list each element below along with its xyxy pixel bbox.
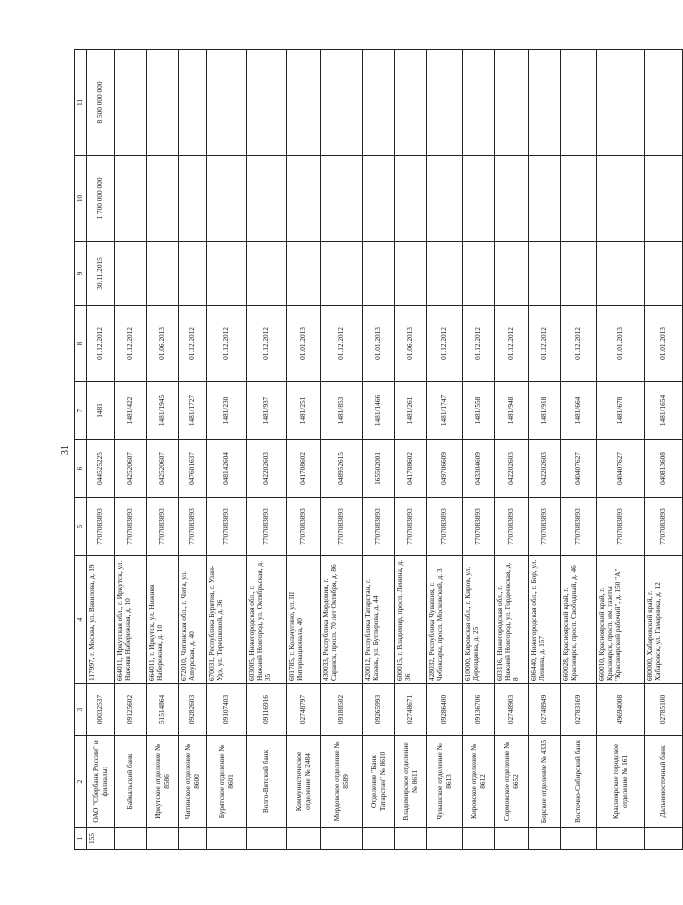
- table-row: [179, 50, 207, 850]
- amount-2-cell: [395, 50, 427, 156]
- row-number-cell: [363, 828, 395, 850]
- row-number-cell: [287, 828, 321, 850]
- end-date-cell: [395, 242, 427, 306]
- inn-cell: 7707083893: [115, 498, 147, 556]
- address-cell: 603005, Нижегородская обл., г. Нижний Новгород, ул. Октябрьская, д. 35: [247, 556, 287, 684]
- bik-cell: 165502001: [363, 440, 395, 498]
- end-date-cell: [529, 242, 561, 306]
- end-date-cell: [363, 242, 395, 306]
- table-row: [87, 50, 115, 850]
- inn-cell: 7707083893: [287, 498, 321, 556]
- address-cell: 600015, г. Владимир, просп. Ленина, д. 36: [395, 556, 427, 684]
- okpo-code-cell: 09125602: [115, 684, 147, 736]
- column-number: 6: [75, 440, 87, 498]
- registration-number-cell: 1481/422: [115, 382, 147, 440]
- end-date-cell: [645, 242, 683, 306]
- okpo-code-cell: 09286400: [427, 684, 463, 736]
- okpo-code-cell: 51514864: [147, 684, 179, 736]
- end-date-cell: [561, 242, 597, 306]
- okpo-code-cell: 09282603: [179, 684, 207, 736]
- row-number-cell: [529, 828, 561, 850]
- bik-cell: 041708602: [395, 440, 427, 498]
- table-row: [529, 50, 561, 850]
- bik-cell: 048952615: [321, 440, 363, 498]
- address-cell: 428032, Республика Чувашия, г. Чебоксары, просп. Московский, д. 3: [427, 556, 463, 684]
- amount-1-cell: [427, 156, 463, 242]
- column-number: 10: [75, 156, 87, 242]
- address-cell: 420012, Республика Татарстан, г. Казань, ул. Бутлерова, д. 44: [363, 556, 395, 684]
- amount-1-cell: [395, 156, 427, 242]
- address-cell: 430033, Республика Мордовия, г. Саранск, просп. 70 лет Октября, д. 86: [321, 556, 363, 684]
- bik-cell: 042202603: [247, 440, 287, 498]
- row-number-cell: 155: [87, 828, 115, 850]
- okpo-code-cell: 09116916: [247, 684, 287, 736]
- start-date-cell: 01.01.2013: [287, 306, 321, 382]
- amount-1-cell: [147, 156, 179, 242]
- row-number-cell: [463, 828, 495, 850]
- registration-number-cell: 1481/1945: [147, 382, 179, 440]
- start-date-cell: 01.12.2012: [561, 306, 597, 382]
- end-date-cell: [179, 242, 207, 306]
- bank-name-cell: Восточно-Сибирский банк: [561, 736, 597, 828]
- inn-cell: 7707083893: [363, 498, 395, 556]
- registration-number-cell: 1481/1466: [363, 382, 395, 440]
- bik-cell: 041708602: [287, 440, 321, 498]
- bank-name-cell: Волго-Вятский банк: [247, 736, 287, 828]
- inn-cell: 7707083893: [87, 498, 115, 556]
- bank-name-cell: Читинское отделение № 8600: [179, 736, 207, 828]
- bank-name-cell: Владимирское отделение № 8611: [395, 736, 427, 828]
- amount-1-cell: [179, 156, 207, 242]
- bank-name-cell: Мордовское отделение № 8589: [321, 736, 363, 828]
- row-number-cell: [645, 828, 683, 850]
- table-row: [395, 50, 427, 850]
- table-row: [463, 50, 495, 850]
- amount-2-cell: [115, 50, 147, 156]
- start-date-cell: 01.01.2013: [645, 306, 683, 382]
- address-cell: 680000, Хабаровский край, г. Хабаровск, ул. Гамарника, д. 12: [645, 556, 683, 684]
- table-row: [147, 50, 179, 850]
- table-row: [247, 50, 287, 850]
- end-date-cell: [597, 242, 645, 306]
- amount-2-cell: [463, 50, 495, 156]
- start-date-cell: 01.12.2012: [247, 306, 287, 382]
- registration-number-cell: 1481/937: [247, 382, 287, 440]
- start-date-cell: 01.01.2013: [597, 306, 645, 382]
- amount-1-cell: [363, 156, 395, 242]
- row-number-cell: [321, 828, 363, 850]
- row-number-cell: [395, 828, 427, 850]
- registration-number-cell: 1481/1747: [427, 382, 463, 440]
- amount-1-cell: [561, 156, 597, 242]
- amount-1-cell: [495, 156, 529, 242]
- address-cell: 117997, г. Москва, ул. Вавилова, д. 19: [87, 556, 115, 684]
- start-date-cell: 01.12.2012: [87, 306, 115, 382]
- bik-cell: 048142604: [207, 440, 247, 498]
- okpo-code-cell: 02748671: [395, 684, 427, 736]
- amount-1-cell: [287, 156, 321, 242]
- start-date-cell: 01.12.2012: [207, 306, 247, 382]
- okpo-code-cell: 02748797: [287, 684, 321, 736]
- rotated-page: [60, 50, 668, 850]
- address-cell: 664011, г. Иркутск, ул. Нижняя Набережная, д. 10: [147, 556, 179, 684]
- registration-number-cell: 1481/230: [207, 382, 247, 440]
- okpo-code-cell: 02783169: [561, 684, 597, 736]
- row-number-cell: [427, 828, 463, 850]
- registration-number-cell: 1481/678: [597, 382, 645, 440]
- row-number-cell: [495, 828, 529, 850]
- bank-name-cell: Бурятское отделение № 8601: [207, 736, 247, 828]
- bank-name-cell: Байкальский банк: [115, 736, 147, 828]
- registration-number-cell: 1481/948: [495, 382, 529, 440]
- end-date-cell: [463, 242, 495, 306]
- column-number: 4: [75, 556, 87, 684]
- registration-number-cell: 1481/261: [395, 382, 427, 440]
- address-cell: 660028, Красноярский край, г. Красноярск, просп. Свободный, д. 46: [561, 556, 597, 684]
- end-date-cell: [321, 242, 363, 306]
- amount-2-cell: [247, 50, 287, 156]
- table-row: [561, 50, 597, 850]
- bank-name-cell: Кировское отделение № 8612: [463, 736, 495, 828]
- okpo-code-cell: 09265993: [363, 684, 395, 736]
- okpo-code-cell: 02748903: [495, 684, 529, 736]
- amount-2-cell: [561, 50, 597, 156]
- okpo-code-cell: 02785100: [645, 684, 683, 736]
- table-row: [207, 50, 247, 850]
- okpo-code-cell: 49694008: [597, 684, 645, 736]
- bik-cell: 040407627: [597, 440, 645, 498]
- start-date-cell: 01.12.2012: [321, 306, 363, 382]
- table-row: [597, 50, 645, 850]
- amount-1-cell: 1 700 000 000: [87, 156, 115, 242]
- amount-2-cell: [147, 50, 179, 156]
- row-number-cell: [115, 828, 147, 850]
- address-cell: 664011, Иркутская обл., г. Иркутск, ул. Нижняя Набережная, д. 10: [115, 556, 147, 684]
- start-date-cell: 01.12.2012: [529, 306, 561, 382]
- bik-cell: 044525225: [87, 440, 115, 498]
- column-number: 3: [75, 684, 87, 736]
- end-date-cell: [115, 242, 147, 306]
- start-date-cell: 01.12.2012: [115, 306, 147, 382]
- registration-number-cell: 1481: [87, 382, 115, 440]
- row-number-cell: [179, 828, 207, 850]
- amount-1-cell: [597, 156, 645, 242]
- start-date-cell: 01.12.2012: [463, 306, 495, 382]
- amount-1-cell: [463, 156, 495, 242]
- inn-cell: 7707083893: [247, 498, 287, 556]
- bik-cell: 047601637: [179, 440, 207, 498]
- bank-name-cell: Дальневосточный банк: [645, 736, 683, 828]
- okpo-code-cell: 00032537: [87, 684, 115, 736]
- column-number: 2: [75, 736, 87, 828]
- column-number: 5: [75, 498, 87, 556]
- address-cell: 603116, Нижегородская обл., г. Нижний Новгород, ул. Гордеевская, д. 8: [495, 556, 529, 684]
- page-number: 31: [60, 445, 71, 455]
- end-date-cell: [147, 242, 179, 306]
- row-number-cell: [561, 828, 597, 850]
- bik-cell: 040407627: [561, 440, 597, 498]
- inn-cell: 7707083893: [495, 498, 529, 556]
- registration-number-cell: 1481/853: [321, 382, 363, 440]
- amount-2-cell: [287, 50, 321, 156]
- okpo-code-cell: 02748949: [529, 684, 561, 736]
- bik-cell: 040813608: [645, 440, 683, 498]
- inn-cell: 7707083893: [427, 498, 463, 556]
- address-cell: 606440, Нижегородская обл., г. Бор, ул. Ленина, д. 157: [529, 556, 561, 684]
- amount-2-cell: [363, 50, 395, 156]
- table-row: [645, 50, 683, 850]
- amount-1-cell: [115, 156, 147, 242]
- registration-number-cell: 1481/918: [529, 382, 561, 440]
- bank-name-cell: ОАО "Сбербанк России" и филиалы:: [87, 736, 115, 828]
- amount-2-cell: [495, 50, 529, 156]
- column-number: 9: [75, 242, 87, 306]
- address-cell: 660010, Красноярский край, г. Красноярск, просп. им. газеты "Красноярский рабочий", д. 150 "А": [597, 556, 645, 684]
- registration-number-cell: 1481/558: [463, 382, 495, 440]
- registration-number-cell: 1481/664: [561, 382, 597, 440]
- column-number: 1: [75, 828, 87, 850]
- amount-1-cell: [247, 156, 287, 242]
- bank-name-cell: Сормовское отделение № 6652: [495, 736, 529, 828]
- table-row: [287, 50, 321, 850]
- bank-name-cell: Иркутское отделение № 8586: [147, 736, 179, 828]
- bik-cell: 042202603: [495, 440, 529, 498]
- inn-cell: 7707083893: [463, 498, 495, 556]
- amount-2-cell: [597, 50, 645, 156]
- column-number: 8: [75, 306, 87, 382]
- inn-cell: 7707083893: [179, 498, 207, 556]
- start-date-cell: 01.06.2013: [395, 306, 427, 382]
- end-date-cell: [287, 242, 321, 306]
- bik-cell: 049706609: [427, 440, 463, 498]
- row-number-cell: [247, 828, 287, 850]
- bik-cell: 042520607: [115, 440, 147, 498]
- inn-cell: 7707083893: [529, 498, 561, 556]
- inn-cell: 7707083893: [645, 498, 683, 556]
- amount-2-cell: [207, 50, 247, 156]
- table-row: [363, 50, 395, 850]
- amount-2-cell: [427, 50, 463, 156]
- okpo-code-cell: 09107403: [207, 684, 247, 736]
- inn-cell: 7707083893: [207, 498, 247, 556]
- end-date-cell: 30.11.2015: [87, 242, 115, 306]
- bik-cell: 043304609: [463, 440, 495, 498]
- amount-1-cell: [207, 156, 247, 242]
- row-number-cell: [207, 828, 247, 850]
- address-cell: 601785, г. Кольчугино, ул. III Интернационала, 40: [287, 556, 321, 684]
- column-number: 11: [75, 50, 87, 156]
- row-number-cell: [147, 828, 179, 850]
- end-date-cell: [207, 242, 247, 306]
- column-number: 7: [75, 382, 87, 440]
- column-number-row: [75, 50, 87, 850]
- registration-number-cell: 1481/1654: [645, 382, 683, 440]
- inn-cell: 7707083893: [395, 498, 427, 556]
- start-date-cell: 01.12.2012: [179, 306, 207, 382]
- start-date-cell: 01.12.2012: [427, 306, 463, 382]
- amount-1-cell: [645, 156, 683, 242]
- bank-name-cell: Коммунистическое отделение № 2484: [287, 736, 321, 828]
- start-date-cell: 01.06.2013: [147, 306, 179, 382]
- bik-cell: 042520607: [147, 440, 179, 498]
- end-date-cell: [247, 242, 287, 306]
- end-date-cell: [427, 242, 463, 306]
- bank-name-cell: Отделение "Банк Татарстан" № 8610: [363, 736, 395, 828]
- row-number-cell: [597, 828, 645, 850]
- inn-cell: 7707083893: [147, 498, 179, 556]
- amount-1-cell: [529, 156, 561, 242]
- amount-2-cell: [645, 50, 683, 156]
- bank-name-cell: Чувашское отделение № 8613: [427, 736, 463, 828]
- inn-cell: 7707083893: [597, 498, 645, 556]
- registration-number-cell: 1481/251: [287, 382, 321, 440]
- registration-number-cell: 1481/1727: [179, 382, 207, 440]
- bank-name-cell: Борское отделение № 4335: [529, 736, 561, 828]
- amount-2-cell: 8 500 000 000: [87, 50, 115, 156]
- end-date-cell: [495, 242, 529, 306]
- bank-name-cell: Красноярское городское отделение № 161: [597, 736, 645, 828]
- address-cell: 670031, Республика Бурятия, г. Улан-Удэ, ул. Терешковой, д. 36: [207, 556, 247, 684]
- table-row: [427, 50, 463, 850]
- okpo-code-cell: 09188502: [321, 684, 363, 736]
- amount-1-cell: [321, 156, 363, 242]
- amount-2-cell: [179, 50, 207, 156]
- register-table: [74, 49, 683, 850]
- table-row: [495, 50, 529, 850]
- amount-2-cell: [321, 50, 363, 156]
- inn-cell: 7707083893: [561, 498, 597, 556]
- amount-2-cell: [529, 50, 561, 156]
- table-row: [321, 50, 363, 850]
- address-cell: 672010, Читинская обл., г. Чита, ул. Amурская, д. 40: [179, 556, 207, 684]
- okpo-code-cell: 09136706: [463, 684, 495, 736]
- bik-cell: 042202603: [529, 440, 561, 498]
- inn-cell: 7707083893: [321, 498, 363, 556]
- address-cell: 610000, Кировская обл., г. Киров, ул. Дерендяева, д. 25: [463, 556, 495, 684]
- table-row: [115, 50, 147, 850]
- start-date-cell: 01.01.2013: [363, 306, 395, 382]
- start-date-cell: 01.12.2012: [495, 306, 529, 382]
